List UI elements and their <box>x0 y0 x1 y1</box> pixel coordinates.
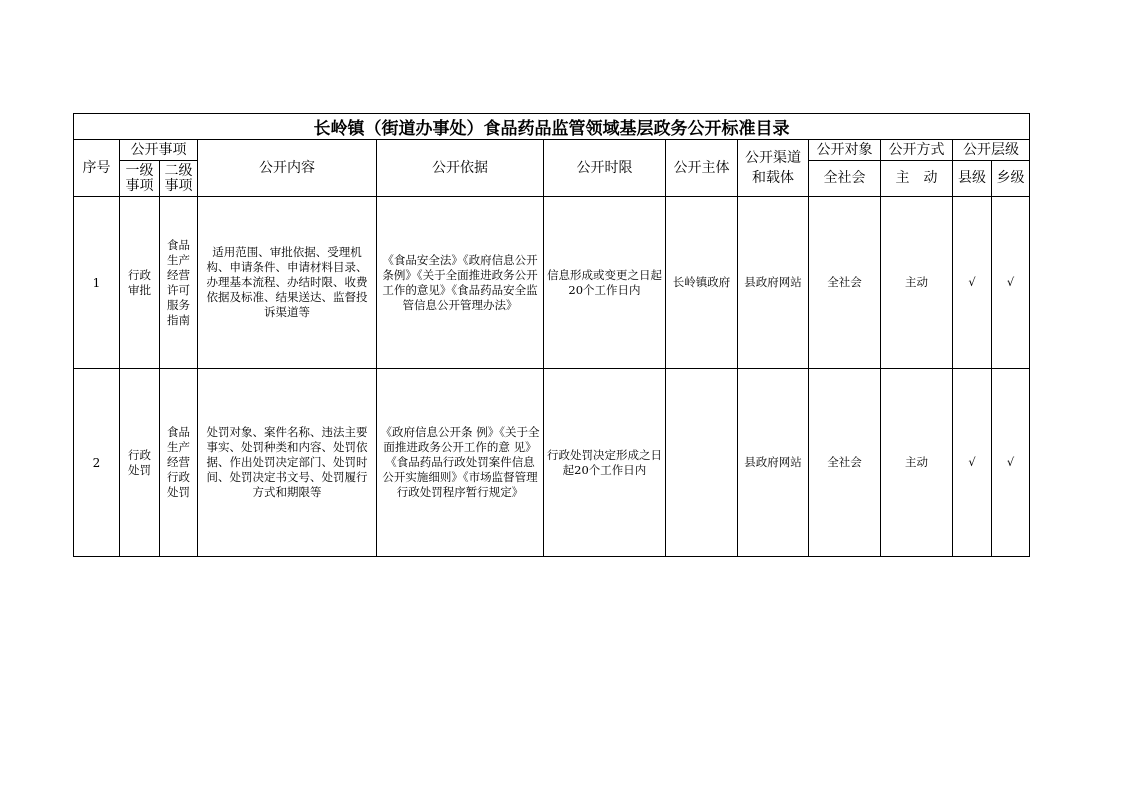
header-level1 <box>120 161 160 197</box>
header-level2-label: 二级事项 <box>164 162 193 194</box>
row-time-limit-text: 行政处罚决定形成之日起20个工作日内 <box>547 447 662 477</box>
header-target-all: 全社会 <box>809 161 881 197</box>
row-county: √ <box>953 369 992 557</box>
row-content <box>198 197 377 369</box>
row-basis <box>377 369 544 557</box>
catalog-table <box>73 113 1030 557</box>
row-level2-text: 食品生产经营行政处罚 <box>167 425 190 499</box>
row-level1 <box>120 197 160 369</box>
header-township: 乡级 <box>992 161 1030 197</box>
row-township: √ <box>992 369 1030 557</box>
header-channel-label: 公开渠道和载体 <box>745 150 801 186</box>
row-level1 <box>120 369 160 557</box>
row-content-text: 处罚对象、案件名称、违法主要事实、处罚种类和内容、处罚依据、作出处罚决定部门、处罚时间、处罚决定书文号、处罚履行方式和期限等 <box>206 425 368 499</box>
row-time-limit <box>544 197 666 369</box>
row-basis-text: 《政府信息公开条 例》《关于全面推进政务公开工作的意 见》《食品药品行政处罚案件信息公开实施细则》《市场监督管理行政处罚程序暂行规定》 <box>380 425 540 499</box>
row-seq: 1 <box>74 197 120 369</box>
row-level1-text: 行政审批 <box>128 267 151 297</box>
row-content <box>198 369 377 557</box>
row-content-text: 适用范围、审批依据、受理机构、申请条件、申请材料目录、办理基本流程、办结时限、收费依据及标准、结果送达、监督投诉渠道等 <box>206 245 368 319</box>
header-level1-label: 一级事项 <box>125 162 154 194</box>
header-level-group: 公开层级 <box>953 140 1030 161</box>
row-method: 主动 <box>881 369 953 557</box>
header-seq: 序号 <box>74 140 120 197</box>
row-seq: 2 <box>74 369 120 557</box>
row-basis <box>377 197 544 369</box>
header-basis: 公开依据 <box>377 140 544 197</box>
header-target-group: 公开对象 <box>809 140 881 161</box>
table-row <box>74 369 1030 557</box>
header-level2 <box>160 161 198 197</box>
header-county: 县级 <box>953 161 992 197</box>
row-target: 全社会 <box>809 369 881 557</box>
table-row <box>74 197 1030 369</box>
row-level1-text: 行政处罚 <box>128 447 151 477</box>
header-time-limit: 公开时限 <box>544 140 666 197</box>
header-method-active: 主 动 <box>881 161 953 197</box>
row-time-limit <box>544 369 666 557</box>
header-content: 公开内容 <box>198 140 377 197</box>
row-level2-text: 食品生产经营许可服务指南 <box>167 237 190 327</box>
row-target: 全社会 <box>809 197 881 369</box>
row-subject: 长岭镇政府 <box>666 197 738 369</box>
header-channel <box>738 140 809 197</box>
header-subject: 公开主体 <box>666 140 738 197</box>
row-method: 主动 <box>881 197 953 369</box>
row-channel: 县政府网站 <box>738 369 809 557</box>
row-level2 <box>160 197 198 369</box>
row-time-limit-text: 信息形成或变更之日起20个工作日内 <box>547 267 662 297</box>
row-basis-text: 《食品安全法》《政府信息公开条例》《关于全面推进政务公开工作的意见》《食品药品安全监管信息公开管理办法》 <box>382 252 538 312</box>
header-method-group: 公开方式 <box>881 140 953 161</box>
row-channel: 县政府网站 <box>738 197 809 369</box>
row-subject <box>666 369 738 557</box>
header-item-group: 公开事项 <box>120 140 198 161</box>
row-county: √ <box>953 197 992 369</box>
table-title: 长岭镇（街道办事处）食品药品监管领域基层政务公开标准目录 <box>74 114 1030 140</box>
row-level2 <box>160 369 198 557</box>
row-township: √ <box>992 197 1030 369</box>
